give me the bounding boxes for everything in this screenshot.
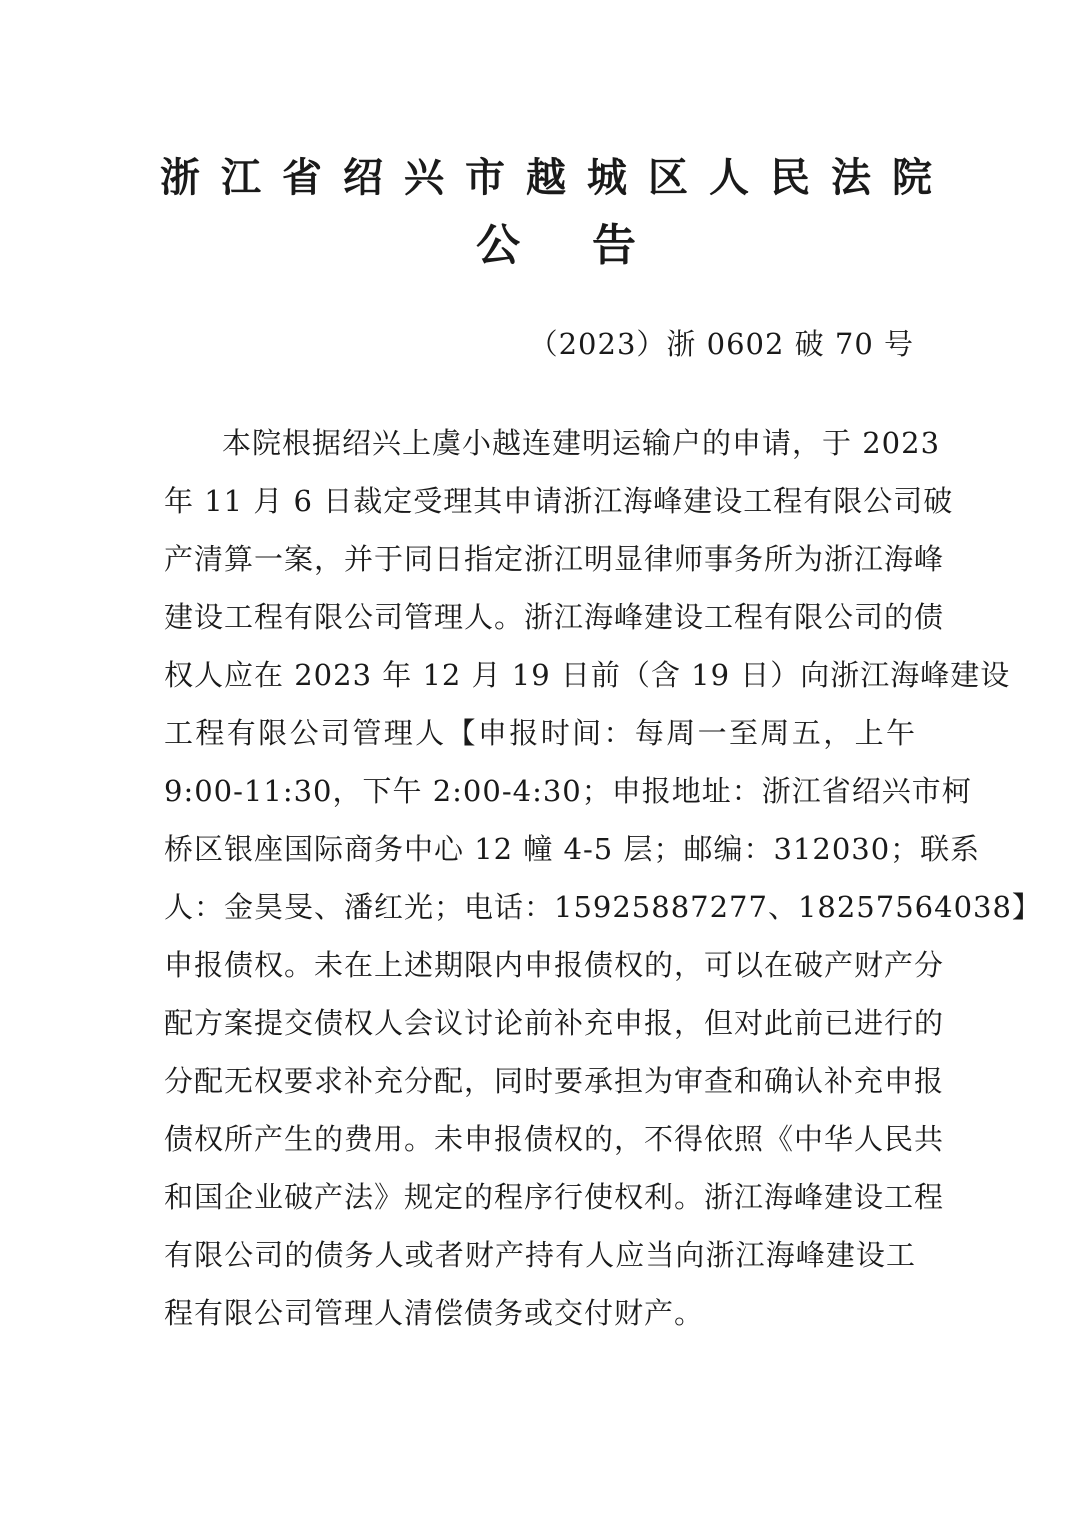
body-line: 和国企业破产法》规定的程序行使权利。浙江海峰建设工程 [164,1180,945,1214]
notice-title: 公告 [476,220,708,271]
body-line: 分配无权要求补充分配，同时要承担为审查和确认补充申报 [164,1064,945,1098]
body-line: 9:00-11:30，下午 2:00-4:30；申报地址：浙江省绍兴市柯 [164,774,972,808]
body-line: 权人应在 2023 年 12 月 19 日前（含 19 日）向浙江海峰建设 [164,658,1011,692]
notice-body [164,414,1042,1342]
body-line: 债权所产生的费用。未申报债权的，不得依照《中华人民共 [164,1122,945,1156]
body-line: 配方案提交债权人会议讨论前补充申报，但对此前已进行的 [164,1006,945,1040]
body-line: 产清算一案，并于同日指定浙江明显律师事务所为浙江海峰 [164,542,945,576]
body-line: 申报债权。未在上述期限内申报债权的，可以在破产财产分 [164,948,945,982]
body-line: 本院根据绍兴上虞小越连建明运输户的申请，于 2023 [222,426,941,460]
body-line: 年 11 月 6 日裁定受理其申请浙江海峰建设工程有限公司破 [164,484,954,518]
body-line: 工程有限公司管理人【申报时间：每周一至周五，上午 [164,716,916,750]
body-line: 人：金昊旻、潘红光；电话：15925887277、18257564038】 [164,890,1042,924]
court-name: 浙江省绍兴市越城区人民法院 [160,155,953,201]
body-line: 桥区银座国际商务中心 12 幢 4-5 层；邮编：312030；联系 [164,832,981,866]
case-number: （2023）浙 0602 破 70 号 [528,327,914,361]
body-line: 程有限公司管理人清偿债务或交付财产。 [164,1296,705,1330]
body-line: 建设工程有限公司管理人。浙江海峰建设工程有限公司的债 [164,600,945,634]
body-line: 有限公司的债务人或者财产持有人应当向浙江海峰建设工 [164,1238,916,1272]
